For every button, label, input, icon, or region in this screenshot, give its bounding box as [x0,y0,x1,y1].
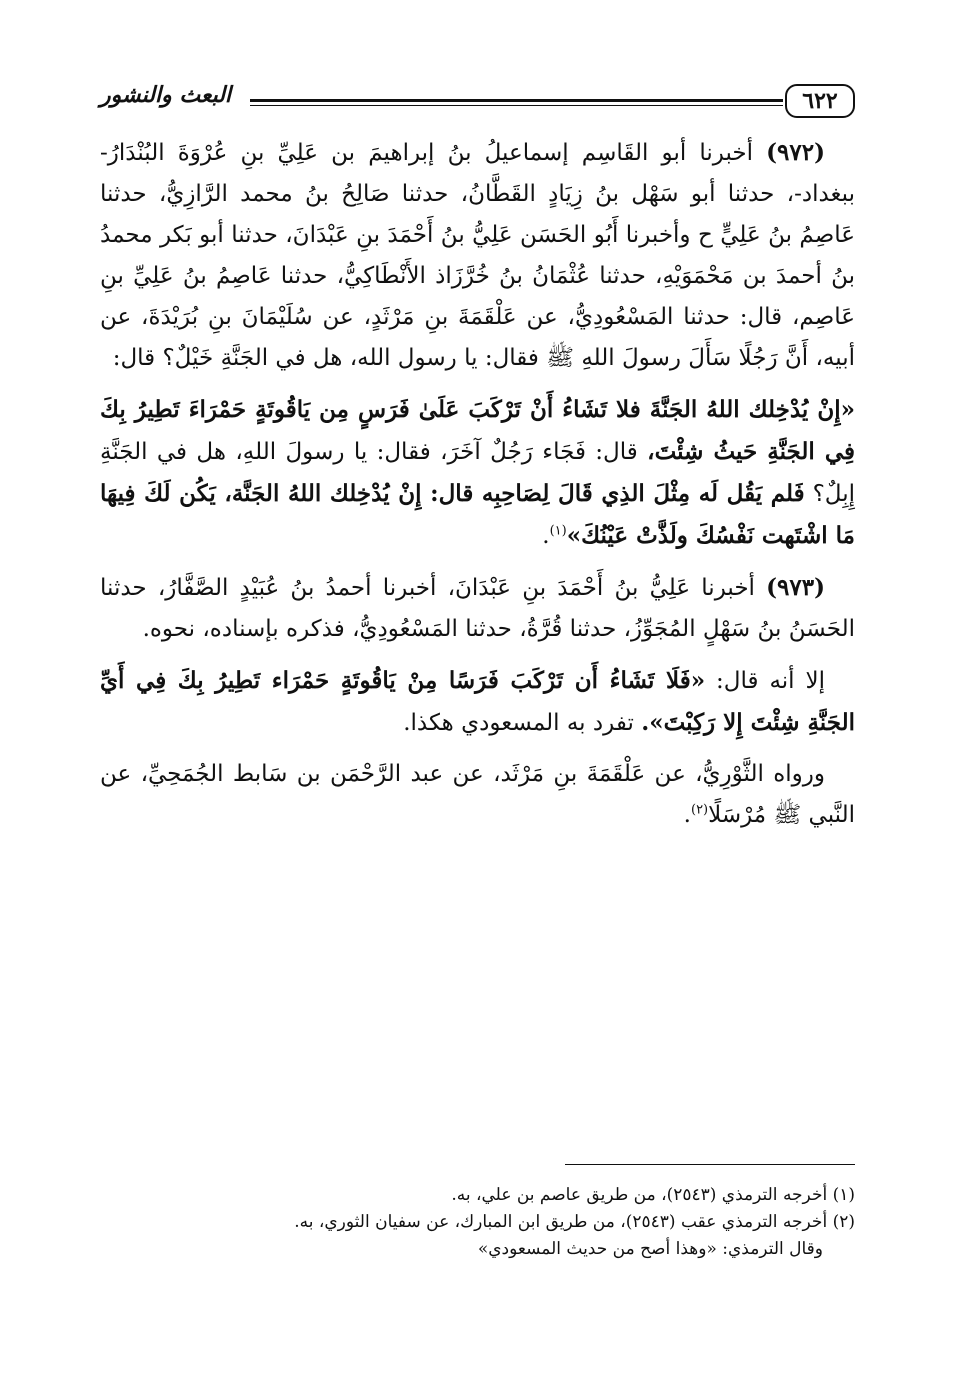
running-title: البعث والنشور [100,82,232,108]
hadith-973 [100,567,855,650]
prophetic-text-continued: فَلم يَقُل لَه مِثْلَ الذِي قَالَ لِصَاحِبِه قال: إِنْ يُدْخِلك اللهُ الجَنَّة، يَكُن لَكَ فِيهَا مَا اشْتَهت نَفْسُكَ ولَذَّتْ عَيْنُكَ» [100,480,855,549]
illa-paragraph [100,660,855,744]
main-text [100,132,855,846]
riwaya-paragraph: ورواه الثَّوْرِيُّ، عن عَلْقَمَةَ بنِ مَرْثَد، عن عبد الرَّحْمَن بن سَابط الجُمَحِيِّ، عن النَّبي ﷺ مُرْسَلًا$^{(٢)}$. [100,761,855,828]
hadith-number: (٩٧٢) [766,139,825,166]
footnote-2-continued: وقال الترمذي: «وهذا أصح من حديث المسعودي» [477,1239,823,1259]
riwaya-text: ورواه الثَّوْرِيُّ، عن عَلْقَمَةَ بنِ مَرْثَد، عن عبد الرَّحْمَن بن سَابط الجُمَحِيِّ، عن النَّبي ﷺ مُرْسَلًا [100,761,855,828]
hadith-972 [100,132,855,379]
footnote-ref[interactable]: (٢) [690,802,709,818]
illa-tail: تفرد به المسعودي هكذا. [403,710,634,736]
narration-connector: قال: فَجَاء رَجُلٌ آخَرَ، فقال: يا رسولَ اللهِ، هل في الجَنَّةِ إِبِلٌ؟ [100,439,855,507]
header-rule [250,99,783,102]
hadith-text: أخبرنا عَلِيُّ بنُ أَحْمَدَ بنِ عَبْدَانَ، أخبرنا أحمدُ بنُ عُبَيْدٍ الصَّفَّارُ، حدثنا الحَسَنُ بنُ سَهْلٍ المُجَوِّزُ، حدثنا قُرَّةُ، حدثنا المَسْعُودِيُّ، فذكره بإسناده، نحوه. [100,575,855,642]
footnote-ref[interactable]: (١) [549,523,567,539]
illa-intro: إلا أنه قال: [716,668,826,694]
footnote-separator [565,1164,855,1165]
hadith-isnad: أخبرنا أبو القَاسِم إسماعيلُ بنُ إبراهيمَ بن عَلِيِّ بنِ عُرْوَةَ البُنْدَارُ- ببغداد-، حدثنا أبو سَهْل بنُ زِيَادٍ القَطَّانُ، حدثنا صَالِحُ بنُ محمد الرَّازِيُّ، حدثنا عَاصِمُ بنُ عَلِيٍّ ح وأخبرنا أَبُو الحَسَن عَلِيُّ بنُ أَحْمَدَ بنِ عَبْدَانَ، حدثنا أبو بَكر محمدُ بنُ أحمدَ بن مَحْمَوَيْهِ، حدثنا عُثْمَانُ بنُ خُرَّزَاذ الأَنْطَاكِيُّ، حدثنا عَاصِمُ بنُ عَلِيِّ بنِ عَاصِم، قال: حدثنا المَسْعُودِيُّ، عن عَلْقَمَةَ بنِ مَرْثَدٍ، عن سُلَيْمَانَ بنِ بُرَيْدَةَ، عن أبيه، أَنَّ رَجُلًا سَأَلَ رسولَ اللهِ ﷺ فقال: يا رسول الله، هل في الجَنَّةِ خَيْلٌ؟ قال: [100,140,855,371]
page-header [100,82,855,122]
prophetic-text: «إِنْ يُدْخِلك اللهُ الجَنَّةَ فلا تَشَاءُ أَنْ تَرْكَبَ عَلَىٰ فَرَسٍ مِن يَاقُوتَةٍ حَمْرَاءَ تَطِيرُ بِكَ فِي الجَنَّةِ حَيثُ شِئْتَ، [100,396,855,465]
footnote-1: (١) أخرجه الترمذي (٢٥٤٣)، من طريق عاصم بن علي، به. [451,1185,855,1205]
illa-quote: «فَلَا تَشَاءُ أَن تَرْكَبَ فَرَسًا مِنْ يَاقُوتَةٍ حَمْرَاء تَطِيرُ بِكَ فِي أَيِّ الجَنَّةِ شِئْتَ إِلا رَكِبْتَ». [100,667,855,736]
footnote-2: (٢) أخرجه الترمذي عقب (٢٥٤٣)، من طريق ابن المبارك، عن سفيان الثوري، به. [294,1212,855,1232]
hadith-972-matn: «إِنْ يُدْخِلك اللهُ الجَنَّةَ فلا تَشَاءُ أَنْ تَرْكَبَ عَلَىٰ فَرَسٍ مِن يَاقُوتَةٍ حَمْرَاءَ تَطِيرُ بِكَ فِي الجَنَّةِ حَيثُ شِئْتَ، قال: فَجَاء رَجُلٌ آخَرَ، فقال: يا رسولَ اللهِ، هل في الجَنَّةِ إِبِلٌ؟ فَلم يَقُل لَه مِثْلَ الذِي قَالَ لِصَاحِبِه قال: إِنْ يُدْخِلك اللهُ الجَنَّة، يَكُن لَكَ فِيهَا مَا اشْتَهت نَفْسُكَ ولَذَّتْ عَيْنُكَ»$^{(١)}$. [100,396,855,549]
hadith-number: (٩٧٣) [766,574,825,601]
footnotes [100,1182,855,1263]
page-number: ٦٢٢ [785,84,855,118]
